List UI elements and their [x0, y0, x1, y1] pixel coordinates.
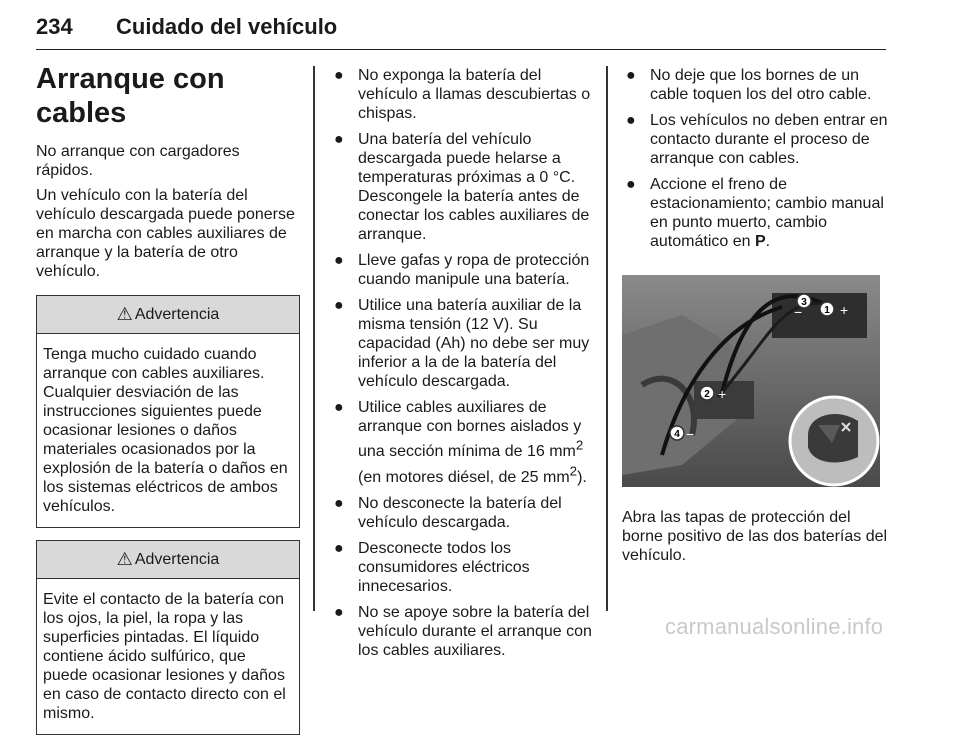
superscript: 2 — [575, 438, 584, 453]
bullet-icon: ● — [334, 131, 344, 148]
chapter-title: Cuidado del vehículo — [116, 14, 338, 39]
bullet-icon: ● — [626, 176, 636, 193]
bullet-icon: ● — [334, 494, 344, 512]
bullet-text-part: Accione el freno de estacionamiento; cambio manual en punto muerto, cambio automático en — [650, 176, 884, 250]
warning-title: Advertencia — [134, 306, 220, 323]
superscript: 2 — [569, 463, 578, 479]
minus-sign: − — [794, 304, 803, 320]
warning-box — [36, 295, 300, 528]
bullet-item — [330, 398, 595, 487]
page-number: 234 — [36, 14, 73, 39]
bullet-text: No exponga la batería del vehículo a llamas descubiertas o chispas. — [358, 67, 591, 122]
column-3 — [622, 66, 888, 565]
bullet-icon: ● — [334, 252, 344, 269]
label-4: 4 — [674, 429, 680, 440]
bullet-text: Los vehículos no deben entrar en contacto durante el proceso de arranque con cables. — [650, 112, 888, 167]
bullet-item — [330, 296, 595, 391]
bullet-icon: ● — [334, 67, 344, 84]
warning-header — [37, 296, 299, 334]
bullet-item — [330, 66, 595, 123]
bullet-icon: ● — [334, 539, 344, 557]
battery-jump-start-figure — [622, 275, 880, 487]
minus-sign: − — [686, 426, 695, 442]
bullet-item — [330, 130, 595, 244]
paragraph: No arranque con cargadores rápidos. — [36, 143, 240, 179]
bullet-icon: ● — [334, 297, 344, 314]
bullet-text: Una batería del vehículo descargada puede helarse a temperaturas próximas a 0 °C. Descongele la batería antes de conectar los cables auxiliares de arranque. — [358, 131, 590, 243]
label-3: 3 — [801, 297, 807, 308]
warning-text: Evite el contacto de la batería con los ojos, la piel, la ropa y las superficies pintadas. El líquido contiene ácido sulfúrico, que puede ocasionar lesiones y daños en caso de contacto directo con el mismo. — [43, 591, 286, 722]
column-divider — [606, 66, 608, 611]
bullet-item — [622, 111, 888, 168]
bullet-item — [330, 251, 595, 289]
column-2 — [330, 66, 595, 667]
bullet-item — [622, 175, 888, 251]
bullet-item — [330, 603, 595, 660]
warning-icon: ⚠ — [116, 304, 133, 324]
bullet-text: No se apoye sobre la batería del vehículo durante el arranque con los cables auxiliares. — [358, 603, 592, 659]
warning-text: Tenga mucho cuidado cuando arranque con cables auxiliares. Cualquier desviación de las instrucciones siguientes puede ocasionar lesiones o daños materiales ocasionados por la explosión de la batería o daños en los sistemas eléctricos de ambos vehículos. — [43, 346, 288, 515]
bullet-icon: ● — [626, 67, 636, 84]
figure-caption: Abra las tapas de protección del borne positivo de las dos baterías del vehículo. — [622, 509, 888, 564]
plus-sign: + — [718, 386, 727, 402]
bullet-text-part: Utilice cables auxiliares de arranque con bornes aislados y una sección mínima de 16 mm — [358, 399, 582, 461]
warning-icon: ⚠ — [116, 549, 133, 569]
warning-title: Advertencia — [134, 551, 220, 568]
bullet-item — [330, 494, 595, 532]
bullet-text: No desconecte la batería del vehículo descargada. — [358, 494, 562, 531]
warning-box — [36, 540, 300, 735]
bullet-text — [358, 399, 587, 486]
column-divider — [313, 66, 315, 611]
bullet-text — [650, 176, 884, 250]
section-title: Arranque con cables — [36, 63, 225, 129]
gear-position: P — [754, 233, 766, 250]
bullet-text-part: (en motores diésel, de 25 mm — [358, 468, 570, 486]
label-1: 1 — [824, 305, 830, 316]
plus-sign: + — [840, 302, 849, 318]
page-header — [36, 14, 886, 50]
bullet-icon: ● — [626, 112, 636, 129]
bullet-item — [330, 539, 595, 596]
paragraph: Un vehículo con la batería del vehículo descargada puede ponerse en marcha con cables auxiliares de arranque y la batería de otro vehículo. — [36, 187, 295, 280]
bullet-item — [622, 66, 888, 104]
bullet-text: Lleve gafas y ropa de protección cuando manipule una batería. — [358, 252, 590, 288]
bullet-text-part: . — [765, 233, 771, 250]
bullet-text: Utilice una batería auxiliar de la misma tensión (12 V). Su capacidad (Ah) no debe ser muy inferior a la de la batería del vehículo descargada. — [358, 297, 590, 390]
column-1 — [36, 62, 300, 735]
bullet-icon: ● — [334, 399, 344, 416]
watermark: carmanualsonline.info — [665, 614, 884, 639]
bullet-text: Desconecte todos los consumidores eléctricos innecesarios. — [358, 539, 530, 595]
bullet-icon: ● — [334, 603, 344, 621]
label-2: 2 — [704, 389, 710, 400]
bullet-text: No deje que los bornes de un cable toquen los del otro cable. — [650, 67, 872, 103]
warning-header — [37, 541, 299, 579]
bullet-text-part: ). — [577, 468, 587, 486]
